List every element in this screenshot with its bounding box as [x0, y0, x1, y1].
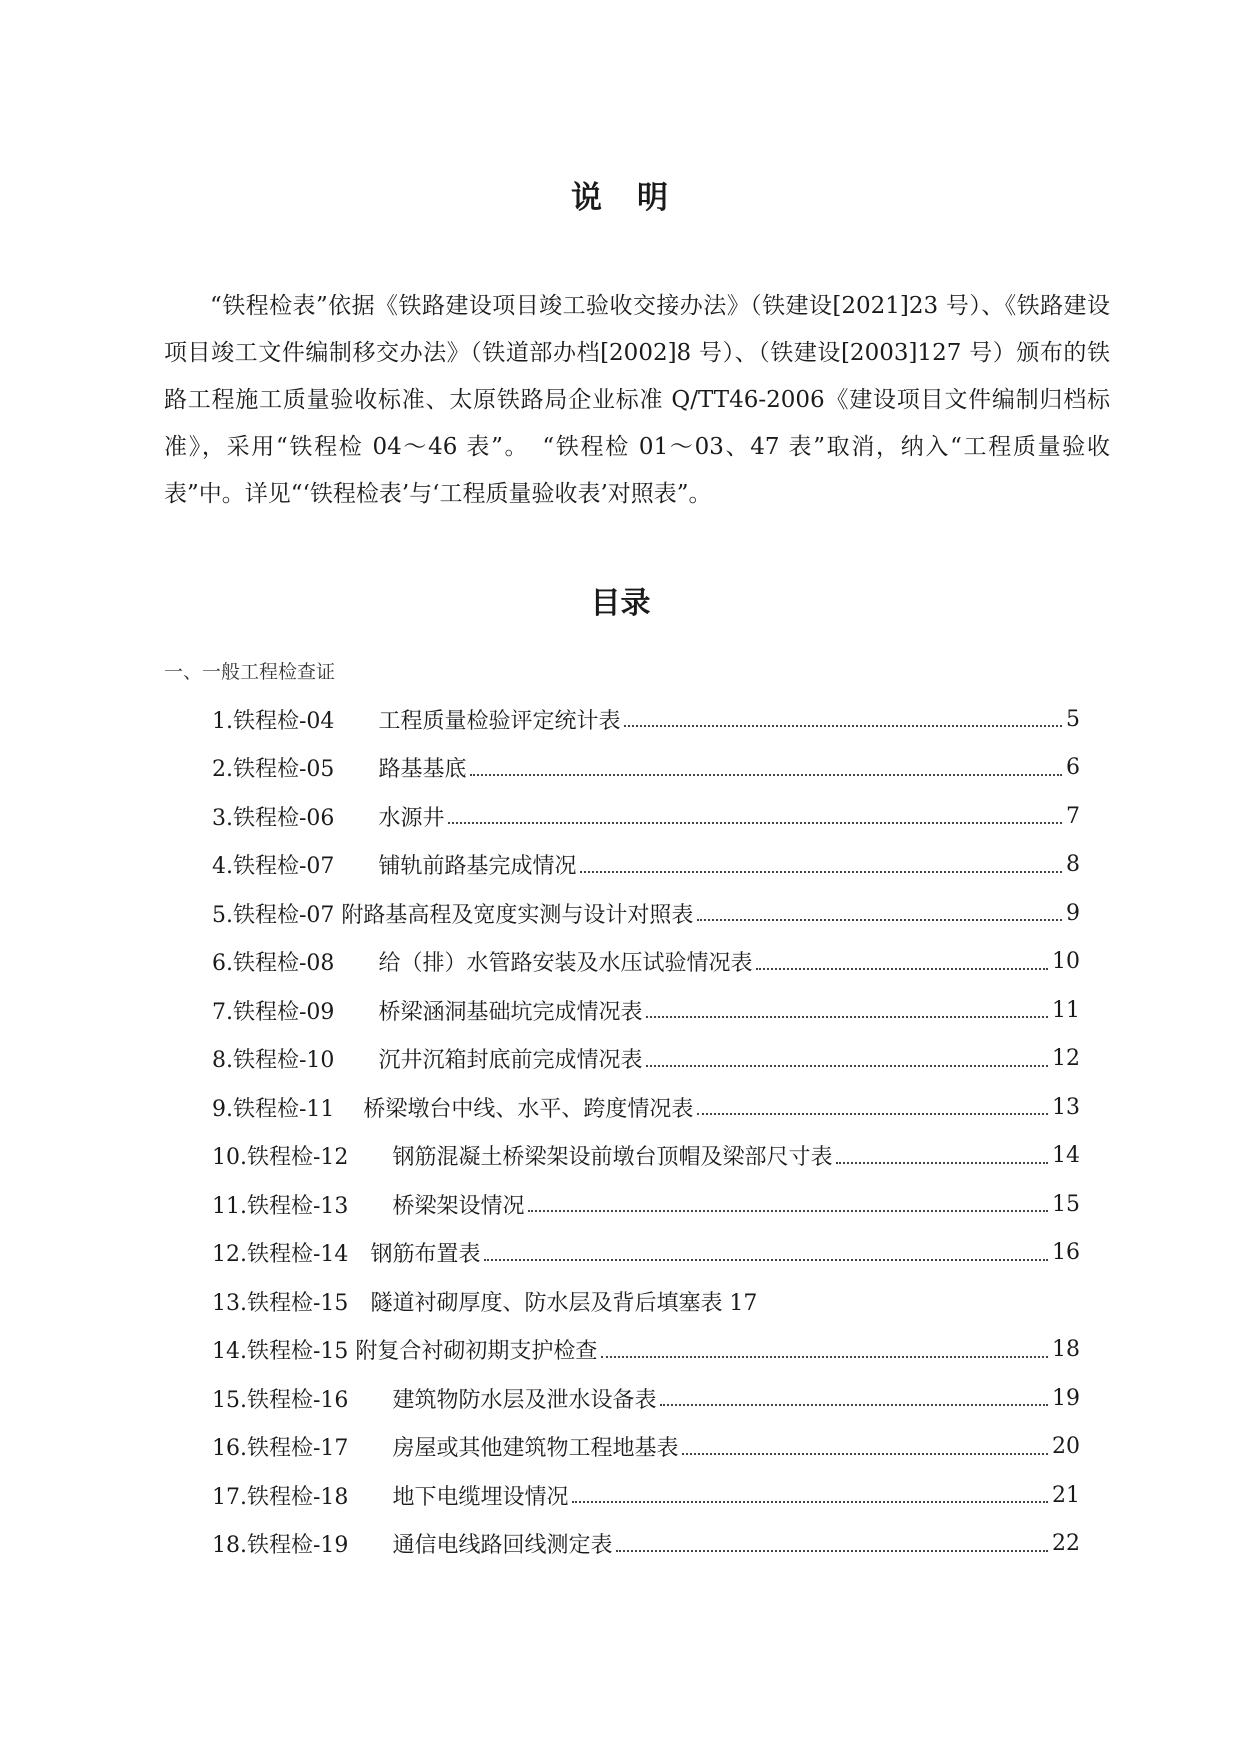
toc-entry-gap — [334, 946, 378, 977]
toc-leader-dots — [470, 754, 1062, 776]
toc-entry[interactable] — [212, 986, 1080, 1035]
toc-entry-code: 15.铁程检-16 — [212, 1387, 349, 1413]
toc-entry-gap — [334, 801, 378, 832]
toc-entry-gap — [348, 1383, 392, 1414]
table-of-contents — [212, 695, 1080, 1568]
toc-entry-code: 7.铁程检-09 — [212, 999, 335, 1025]
toc-entry-title: 水源井 — [378, 805, 445, 831]
toc-entry[interactable] — [212, 1180, 1080, 1229]
toc-entry-gap — [334, 1092, 363, 1123]
toc-entry-title: 路基基底 — [378, 757, 467, 783]
toc-entry-title: 沉井沉箱封底前完成情况表 — [378, 1048, 643, 1074]
toc-entry-title: 附路基高程及宽度实测与设计对照表 — [341, 902, 694, 928]
toc-leader-dots — [580, 851, 1062, 873]
toc-entry-page: 8 — [1066, 852, 1080, 878]
toc-entry-code: 16.铁程检-17 — [212, 1436, 349, 1462]
toc-entry-title: 桥梁架设情况 — [392, 1193, 525, 1219]
toc-entry-title: 铺轨前路基完成情况 — [378, 854, 577, 880]
section-label: 一、一般工程检查证 — [164, 661, 336, 683]
toc-entry-code: 11.铁程检-13 — [212, 1193, 349, 1219]
toc-entry-gap — [348, 1237, 370, 1268]
toc-entry-code: 18.铁程检-19 — [212, 1533, 349, 1559]
toc-entry[interactable] — [212, 1132, 1080, 1181]
toc-entry[interactable] — [212, 1035, 1080, 1084]
toc-entry-title: 桥梁墩台中线、水平、跨度情况表 — [363, 1096, 694, 1122]
toc-entry-code: 6.铁程检-08 — [212, 951, 335, 977]
toc-entry-code: 2.铁程检-05 — [212, 757, 335, 783]
toc-leader-dots — [616, 1530, 1048, 1552]
toc-entry-page: 6 — [1066, 755, 1080, 781]
toc-entry-page: 19 — [1052, 1385, 1080, 1411]
toc-entry[interactable] — [212, 792, 1080, 841]
toc-entry-code: 5.铁程检-07 — [212, 902, 335, 928]
toc-entry-page: 9 — [1066, 900, 1080, 926]
toc-leader-dots — [660, 1384, 1048, 1406]
toc-entry[interactable] — [212, 695, 1080, 744]
toc-entry[interactable] — [212, 1520, 1080, 1569]
toc-entry[interactable] — [212, 1277, 1080, 1326]
toc-leader-dots — [624, 705, 1062, 727]
toc-leader-dots — [756, 948, 1048, 970]
toc-entry-gap — [334, 704, 378, 735]
description-paragraph: “铁程检表”依据《铁路建设项目竣工验收交接办法》（铁建设[2021]23 号）、《铁路建设项目竣工文件编制移交办法》（铁道部办档[2002]8 号）、（铁建设[2003]127 号）颁布的铁路工程施工质量验收标准、太原铁路局企业标准 Q/TT46-2006《建设项目文件编制归档标准》，采用“铁程检 04～46 表”。 “铁程检 01～03、47 表”取消，纳入“工程质量验收表”中。详见“‘铁程检表’与‘工程质量验收表’对照表”。 — [164, 293, 1110, 507]
toc-entry-page: 15 — [1052, 1191, 1080, 1217]
toc-entry-code: 8.铁程检-10 — [212, 1048, 335, 1074]
toc-entry-gap — [348, 1286, 370, 1317]
toc-leader-dots — [484, 1239, 1048, 1261]
toc-entry-title: 隧道衬砌厚度、防水层及背后填塞表 17 — [370, 1290, 758, 1316]
toc-entry-title: 地下电缆埋设情况 — [392, 1484, 569, 1510]
toc-entry-page: 7 — [1066, 803, 1080, 829]
toc-entry-title: 通信电线路回线测定表 — [392, 1533, 613, 1559]
toc-entry[interactable] — [212, 889, 1080, 938]
toc-entry-code: 17.铁程检-18 — [212, 1484, 349, 1510]
toc-leader-dots — [448, 802, 1062, 824]
toc-entry[interactable] — [212, 744, 1080, 793]
toc-leader-dots — [601, 1336, 1048, 1358]
toc-leader-dots — [646, 996, 1048, 1018]
toc-entry[interactable] — [212, 1374, 1080, 1423]
toc-entry-gap — [348, 1189, 392, 1220]
toc-entry-page: 20 — [1052, 1434, 1080, 1460]
page-title: 说 明 — [571, 180, 670, 216]
toc-leader-dots — [697, 1093, 1048, 1115]
toc-entry-code: 13.铁程检-15 — [212, 1290, 349, 1316]
toc-entry-page: 21 — [1052, 1482, 1080, 1508]
toc-entry-code: 9.铁程检-11 — [212, 1096, 335, 1122]
toc-entry-page: 12 — [1052, 1046, 1080, 1072]
toc-entry[interactable] — [212, 1423, 1080, 1472]
toc-entry-title: 房屋或其他建筑物工程地基表 — [392, 1436, 679, 1462]
toc-entry-page: 10 — [1052, 949, 1080, 975]
toc-entry-code: 3.铁程检-06 — [212, 805, 335, 831]
toc-entry[interactable] — [212, 841, 1080, 890]
toc-entry-gap — [334, 752, 378, 783]
toc-leader-dots — [646, 1045, 1048, 1067]
toc-entry-page: 13 — [1052, 1094, 1080, 1120]
toc-entry[interactable] — [212, 1083, 1080, 1132]
toc-entry-gap — [348, 1140, 392, 1171]
toc-entry-gap — [334, 849, 378, 880]
toc-entry-page: 16 — [1052, 1240, 1080, 1266]
toc-entry-code: 4.铁程检-07 — [212, 854, 335, 880]
toc-entry-code: 1.铁程检-04 — [212, 708, 335, 734]
toc-leader-dots — [697, 899, 1062, 921]
toc-entry-code: 14.铁程检-15 — [212, 1339, 349, 1365]
toc-entry-gap — [334, 995, 378, 1026]
toc-entry-gap — [348, 1528, 392, 1559]
toc-leader-dots — [836, 1142, 1048, 1164]
toc-entry-page: 11 — [1052, 997, 1080, 1023]
toc-entry-gap — [334, 901, 341, 926]
toc-entry-title: 给（排）水管路安装及水压试验情况表 — [378, 951, 753, 977]
description-block — [164, 283, 1110, 518]
toc-entry-title: 工程质量检验评定统计表 — [378, 708, 621, 734]
toc-title: 目录 — [590, 586, 651, 621]
toc-entry-title: 钢筋布置表 — [370, 1242, 481, 1268]
toc-entry-code: 10.铁程检-12 — [212, 1145, 349, 1171]
toc-entry-title: 附复合衬砌初期支护检查 — [355, 1339, 598, 1365]
toc-entry-gap — [348, 1431, 392, 1462]
toc-entry-title: 建筑物防水层及泄水设备表 — [392, 1387, 657, 1413]
toc-entry-page: 14 — [1052, 1143, 1080, 1169]
toc-entry-title: 桥梁涵洞基础坑完成情况表 — [378, 999, 643, 1025]
toc-entry[interactable] — [212, 938, 1080, 987]
toc-entry-page: 5 — [1066, 706, 1080, 732]
toc-entry[interactable] — [212, 1326, 1080, 1375]
toc-leader-dots — [528, 1190, 1048, 1212]
toc-entry-page: 18 — [1052, 1337, 1080, 1363]
toc-entry[interactable] — [212, 1229, 1080, 1278]
toc-leader-dots — [572, 1481, 1048, 1503]
toc-entry-code: 12.铁程检-14 — [212, 1242, 349, 1268]
toc-entry-title: 钢筋混凝土桥梁架设前墩台顶帽及梁部尺寸表 — [392, 1145, 833, 1171]
toc-entry[interactable] — [212, 1471, 1080, 1520]
toc-entry-gap — [348, 1480, 392, 1511]
toc-entry-page: 22 — [1052, 1531, 1080, 1557]
toc-leader-dots — [682, 1433, 1048, 1455]
toc-entry-gap — [348, 1337, 355, 1362]
toc-entry-gap — [334, 1043, 378, 1074]
